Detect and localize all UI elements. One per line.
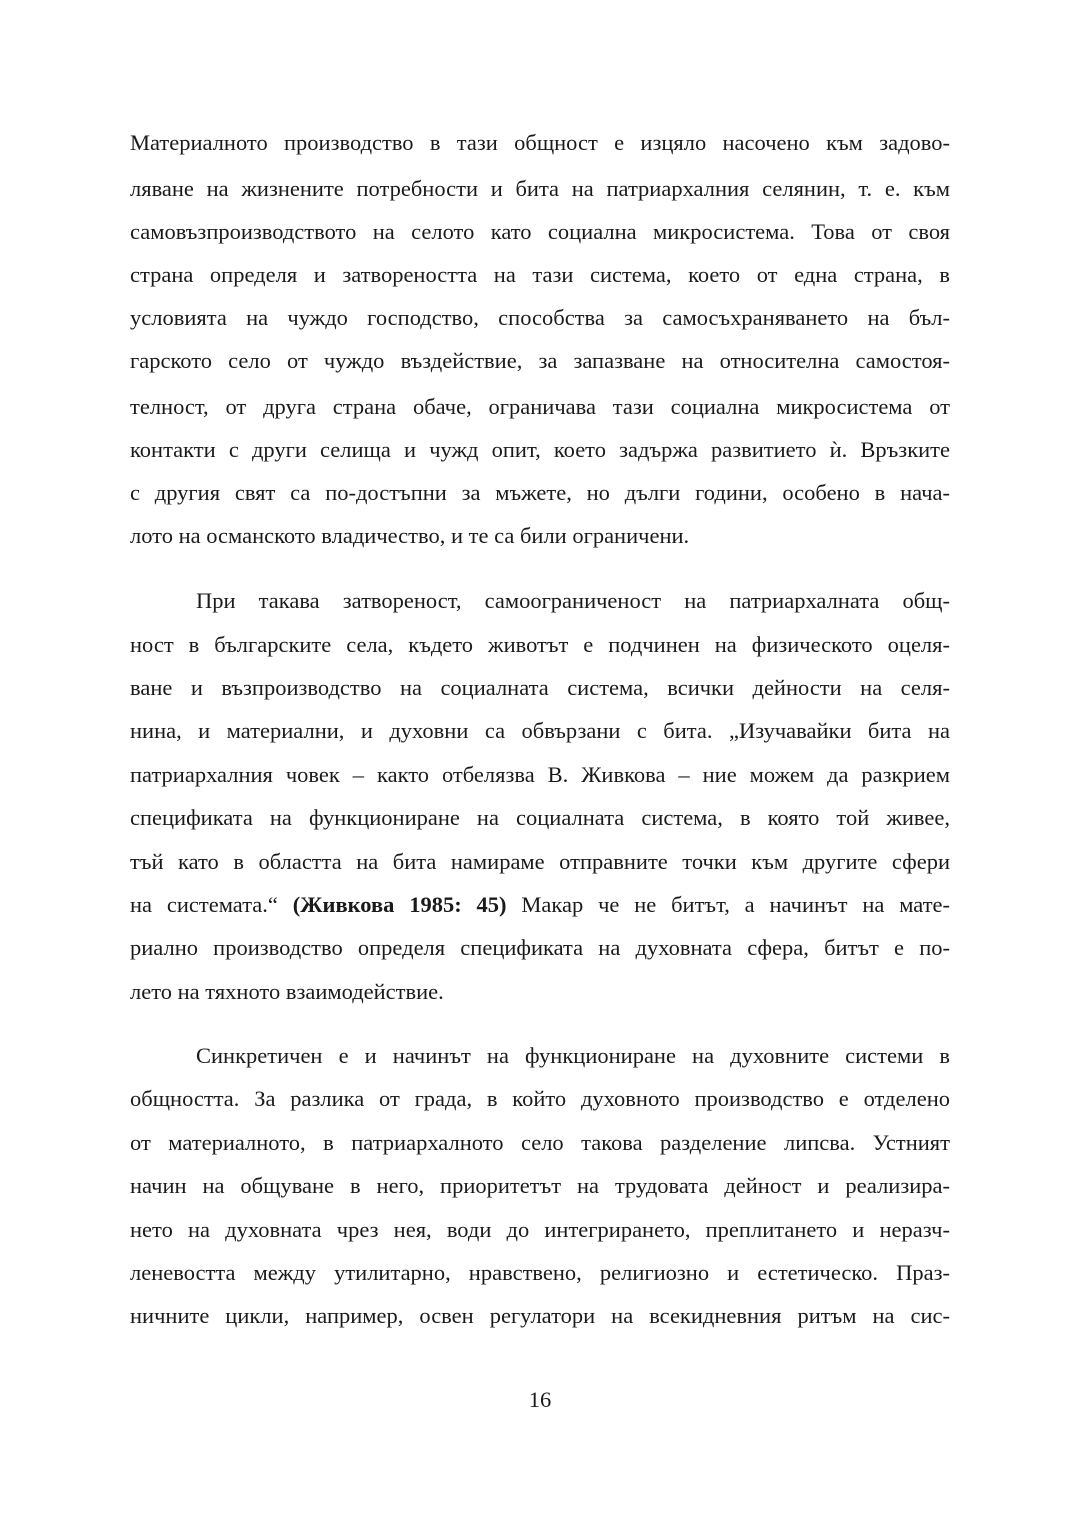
quote-end: на системата.“ — [130, 892, 278, 917]
page-number: 16 — [528, 1387, 552, 1412]
text-line: спецификата на функциониране на социалната система, в която той живее, — [130, 805, 950, 830]
text-line: лото на османското владичество, и те са били ограничени. — [130, 523, 690, 548]
text-line: общността. За разлика от града, в който духовното производство е отделено — [130, 1086, 950, 1111]
text-line: При такава затвореност, самоограниченост на патриархалната общ- — [196, 588, 950, 613]
text-line: Материалното производство в тази общност е изцяло насочено към задово- — [130, 130, 950, 155]
text-line: с другия свят са по-достъпни за мъжете, но дълги години, особено в нача- — [130, 480, 950, 505]
text-line: гарското село от чуждо въздействие, за запазване на относителна самостоя- — [130, 348, 950, 373]
text-line: ляване на жизнените потребности и бита на патриархалния селянин, т. е. към — [130, 176, 950, 201]
text-line: риално производство определя спецификата на духовната сфера, битът е по- — [130, 935, 950, 960]
text-line: контакти с други селища и чужд опит, което задържа развитието ѝ. Връзките — [130, 437, 950, 462]
text-line: условията на чуждо господство, способства за самосъхраняването на бъл- — [130, 305, 950, 330]
text-line-with-citation — [130, 890, 950, 920]
text-line: нето на духовната чрез нея, води до интегрирането, преплитането и неразч- — [130, 1217, 950, 1242]
sentence-start: Макар че не битът, а начинът на мате- — [521, 892, 951, 917]
text-line: самовъзпроизводството на селото като социална микросистема. Това от своя — [130, 219, 950, 244]
text-line: Синкретичен е и начинът на функциониране на духовните системи в — [196, 1043, 950, 1068]
text-line: лето на тяхното взаимодействие. — [130, 979, 444, 1004]
text-line: леневостта между утилитарно, нравствено, религиозно и естетическо. Праз- — [130, 1260, 950, 1285]
text-line: ност в българските села, където животът е подчинен на физическото оцеля- — [130, 632, 950, 657]
text-line: патриархалния човек – както отбелязва В. Живкова – ние можем да разкрием — [130, 762, 950, 787]
text-line: ничните цикли, например, освен регулатори на всекидневния ритъм на сис- — [130, 1303, 950, 1328]
text-line: нина, и материални, и духовни са обвързани с бита. „Изучавайки бита на — [130, 718, 950, 743]
text-line: страна определя и затвореността на тази система, което от една страна, в — [130, 262, 950, 287]
text-line: телност, от друга страна обаче, ограничава тази социална микросистема от — [130, 394, 950, 419]
text-line: ване и възпроизводство на социалната система, всички дейности на селя- — [130, 675, 950, 700]
text-line: тъй като в областта на бита намираме отправните точки към другите сфери — [130, 849, 950, 874]
citation: (Живкова 1985: 45) — [292, 892, 507, 917]
text-line: от материалното, в патриархалното село такова разделение липсва. Устният — [130, 1130, 950, 1155]
text-line: начин на общуване в него, приоритетът на трудовата дейност и реализира- — [130, 1173, 950, 1198]
